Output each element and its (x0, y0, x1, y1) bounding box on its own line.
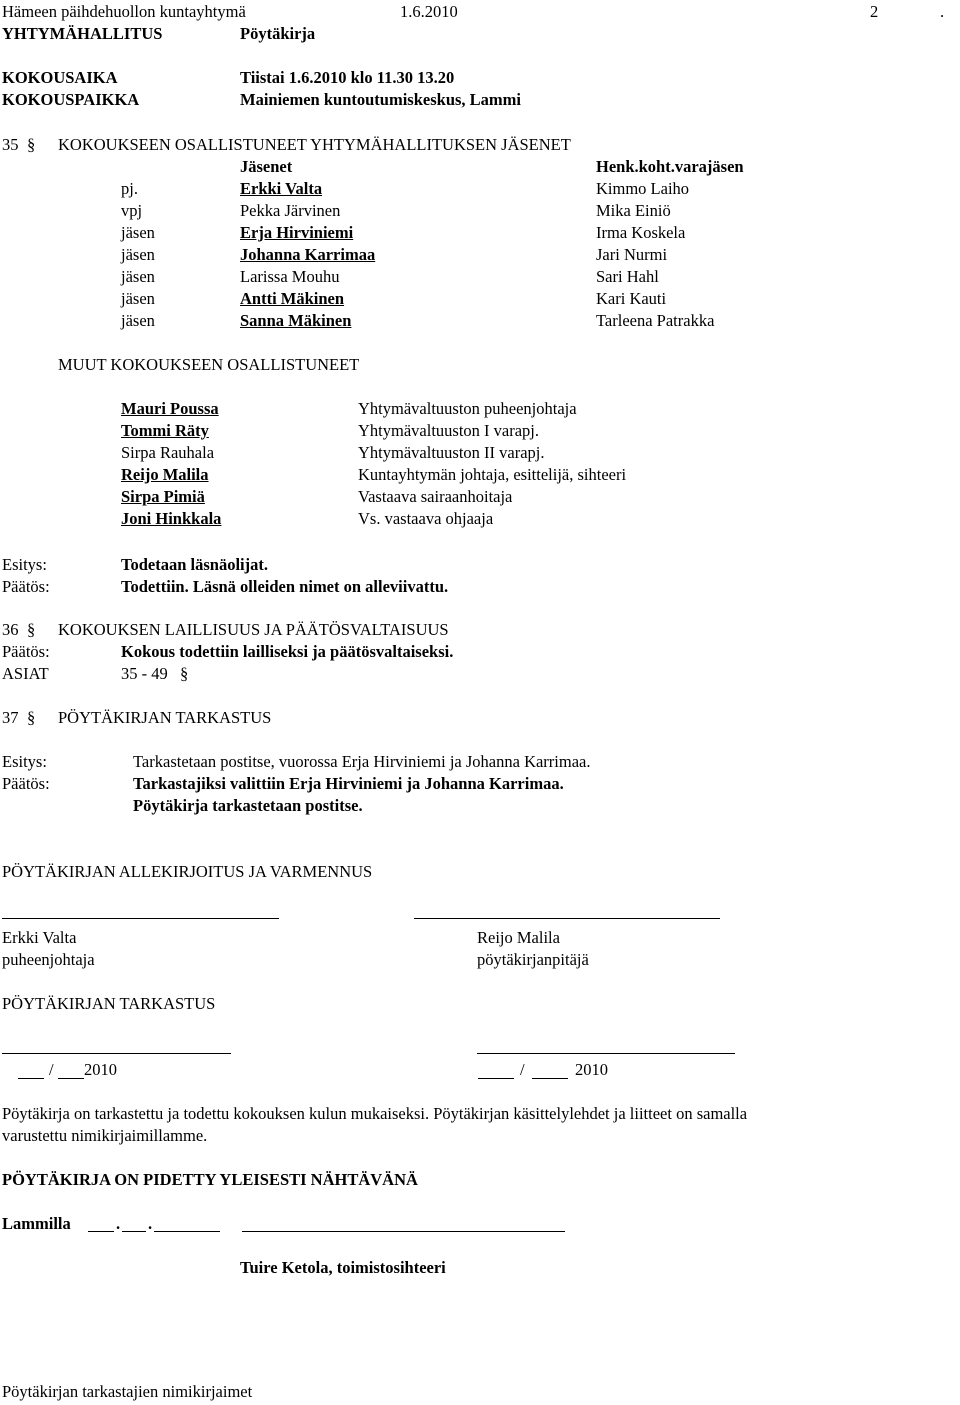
paatos-label: Päätös: (2, 774, 50, 793)
member-name: Larissa Mouhu (240, 267, 340, 286)
other-attendee-role: Kuntayhtymän johtaja, esittelijä, sihteeri (358, 465, 627, 484)
asiat-label: ASIAT (2, 664, 49, 683)
deputy-name: Jari Nurmi (596, 245, 668, 264)
signer-role: pöytäkirjanpitäjä (477, 950, 589, 969)
deputy-name: Sari Hahl (596, 267, 659, 286)
meeting-time-value: Tiistai 1.6.2010 klo 11.30 13.20 (240, 68, 455, 87)
header-doc-type: Pöytäkirja (240, 24, 316, 43)
review-date-year: 2010 (575, 1060, 608, 1079)
date-blank-line (18, 1078, 44, 1079)
meeting-time-label: KOKOUSAIKA (2, 68, 118, 87)
member-name: Johanna Karrimaa (240, 245, 376, 264)
date-blank-line (58, 1078, 84, 1079)
review-date-separator: / (49, 1060, 54, 1079)
public-place: Lammilla (2, 1214, 71, 1233)
signer-name: Reijo Malila (477, 928, 560, 947)
header-date: 1.6.2010 (400, 2, 458, 21)
date-blank-line (532, 1078, 568, 1079)
members-column-header: Jäsenet (240, 157, 293, 176)
other-attendee-name: Reijo Malila (121, 465, 209, 484)
signatures-title: PÖYTÄKIRJAN ALLEKIRJOITUS JA VARMENNUS (2, 862, 373, 881)
section-sign: § (27, 620, 36, 639)
member-name: Sanna Mäkinen (240, 311, 352, 330)
deputy-name: Tarleena Patrakka (596, 311, 715, 330)
member-role: vpj (121, 201, 143, 220)
signer-role: puheenjohtaja (2, 950, 95, 969)
other-attendee-name: Sirpa Rauhala (121, 443, 215, 462)
section-36-number: 36 (2, 620, 19, 639)
review-date-separator: / (520, 1060, 525, 1079)
other-attendee-name: Tommi Räty (121, 421, 209, 440)
public-official: Tuire Ketola, toimistosihteeri (240, 1258, 446, 1277)
member-role: jäsen (121, 289, 155, 308)
paatos-label: Päätös: (2, 577, 50, 596)
meeting-place-value: Mainiemen kuntoutumiskeskus, Lammi (240, 90, 522, 109)
date-blank-line (88, 1231, 114, 1232)
header-body: YHTYMÄHALLITUS (2, 24, 163, 43)
other-attendee-role: Yhtymävaltuuston I varapj. (358, 421, 540, 440)
member-role: jäsen (121, 267, 155, 286)
paatos-label: Päätös: (2, 642, 50, 661)
signature-line (477, 1053, 735, 1054)
other-attendee-role: Vs. vastaava ohjaaja (358, 509, 494, 528)
review-statement: varustettu nimikirjaimillamme. (2, 1126, 208, 1145)
others-title: MUUT KOKOUKSEEN OSALLISTUNEET (58, 355, 360, 374)
other-attendee-role: Yhtymävaltuuston II varapj. (358, 443, 545, 462)
date-blank-line (122, 1231, 146, 1232)
signature-line (414, 918, 720, 919)
section-sign: § (27, 135, 36, 154)
esitys-text: Todetaan läsnäolijat. (121, 555, 269, 574)
section-35-number: 35 (2, 135, 19, 154)
esitys-label: Esitys: (2, 555, 47, 574)
signature-line (242, 1231, 565, 1232)
signer-name: Erkki Valta (2, 928, 77, 947)
signature-line (2, 1053, 231, 1054)
paatos-text: Tarkastajiksi valittiin Erja Hirviniemi ja Johanna Karrimaa. (133, 774, 564, 793)
other-attendee-name: Sirpa Pimiä (121, 487, 205, 506)
paatos-text: Pöytäkirja tarkastetaan postitse. (133, 796, 363, 815)
other-attendee-role: Vastaava sairaanhoitaja (358, 487, 513, 506)
signature-line (2, 918, 279, 919)
page-number-dot: . (940, 2, 945, 21)
member-role: jäsen (121, 311, 155, 330)
member-role: jäsen (121, 223, 155, 242)
deputy-name: Mika Einiö (596, 201, 671, 220)
esitys-text: Tarkastetaan postitse, vuorossa Erja Hirviniemi ja Johanna Karrimaa. (133, 752, 591, 771)
page-number: 2 (870, 2, 879, 21)
member-role: jäsen (121, 245, 155, 264)
member-name: Pekka Järvinen (240, 201, 341, 220)
member-role: pj. (121, 179, 138, 198)
section-37-title: PÖYTÄKIRJAN TARKASTUS (58, 708, 272, 727)
section-35-title: KOKOUKSEEN OSALLISTUNEET YHTYMÄHALLITUKSEN JÄSENET (58, 135, 571, 154)
date-dot: . (148, 1214, 153, 1233)
date-blank-line (154, 1231, 220, 1232)
deputy-name: Kari Kauti (596, 289, 667, 308)
review-statement: Pöytäkirja on tarkastettu ja todettu kokouksen kulun mukaiseksi. Pöytäkirjan käsittelylehdet ja liitteet on samalla (2, 1104, 748, 1123)
paatos-text: Todettiin. Läsnä olleiden nimet on alleviivattu. (121, 577, 449, 596)
deputy-name: Irma Koskela (596, 223, 686, 242)
footer-initials: Pöytäkirjan tarkastajien nimikirjaimet (2, 1382, 253, 1401)
review-title: PÖYTÄKIRJAN TARKASTUS (2, 994, 216, 1013)
member-name: Erkki Valta (240, 179, 323, 198)
section-sign: § (180, 664, 189, 683)
public-title: PÖYTÄKIRJA ON PIDETTY YLEISESTI NÄHTÄVÄNÄ (2, 1170, 418, 1189)
other-attendee-name: Mauri Poussa (121, 399, 219, 418)
other-attendee-name: Joni Hinkkala (121, 509, 222, 528)
header-org: Hämeen päihdehuollon kuntayhtymä (2, 2, 246, 21)
deputy-name: Kimmo Laiho (596, 179, 690, 198)
member-name: Erja Hirviniemi (240, 223, 354, 242)
section-37-number: 37 (2, 708, 19, 727)
date-dot: . (116, 1214, 121, 1233)
paatos-text: Kokous todettiin lailliseksi ja päätösvaltaiseksi. (121, 642, 454, 661)
other-attendee-role: Yhtymävaltuuston puheenjohtaja (358, 399, 577, 418)
member-name: Antti Mäkinen (240, 289, 345, 308)
deputies-column-header: Henk.koht.varajäsen (596, 157, 744, 176)
esitys-label: Esitys: (2, 752, 47, 771)
section-sign: § (27, 708, 36, 727)
asiat-value: 35 - 49 (121, 664, 168, 683)
review-date-year: 2010 (84, 1060, 117, 1079)
date-blank-line (478, 1078, 514, 1079)
meeting-place-label: KOKOUSPAIKKA (2, 90, 140, 109)
section-36-title: KOKOUKSEN LAILLISUUS JA PÄÄTÖSVALTAISUUS (58, 620, 449, 639)
